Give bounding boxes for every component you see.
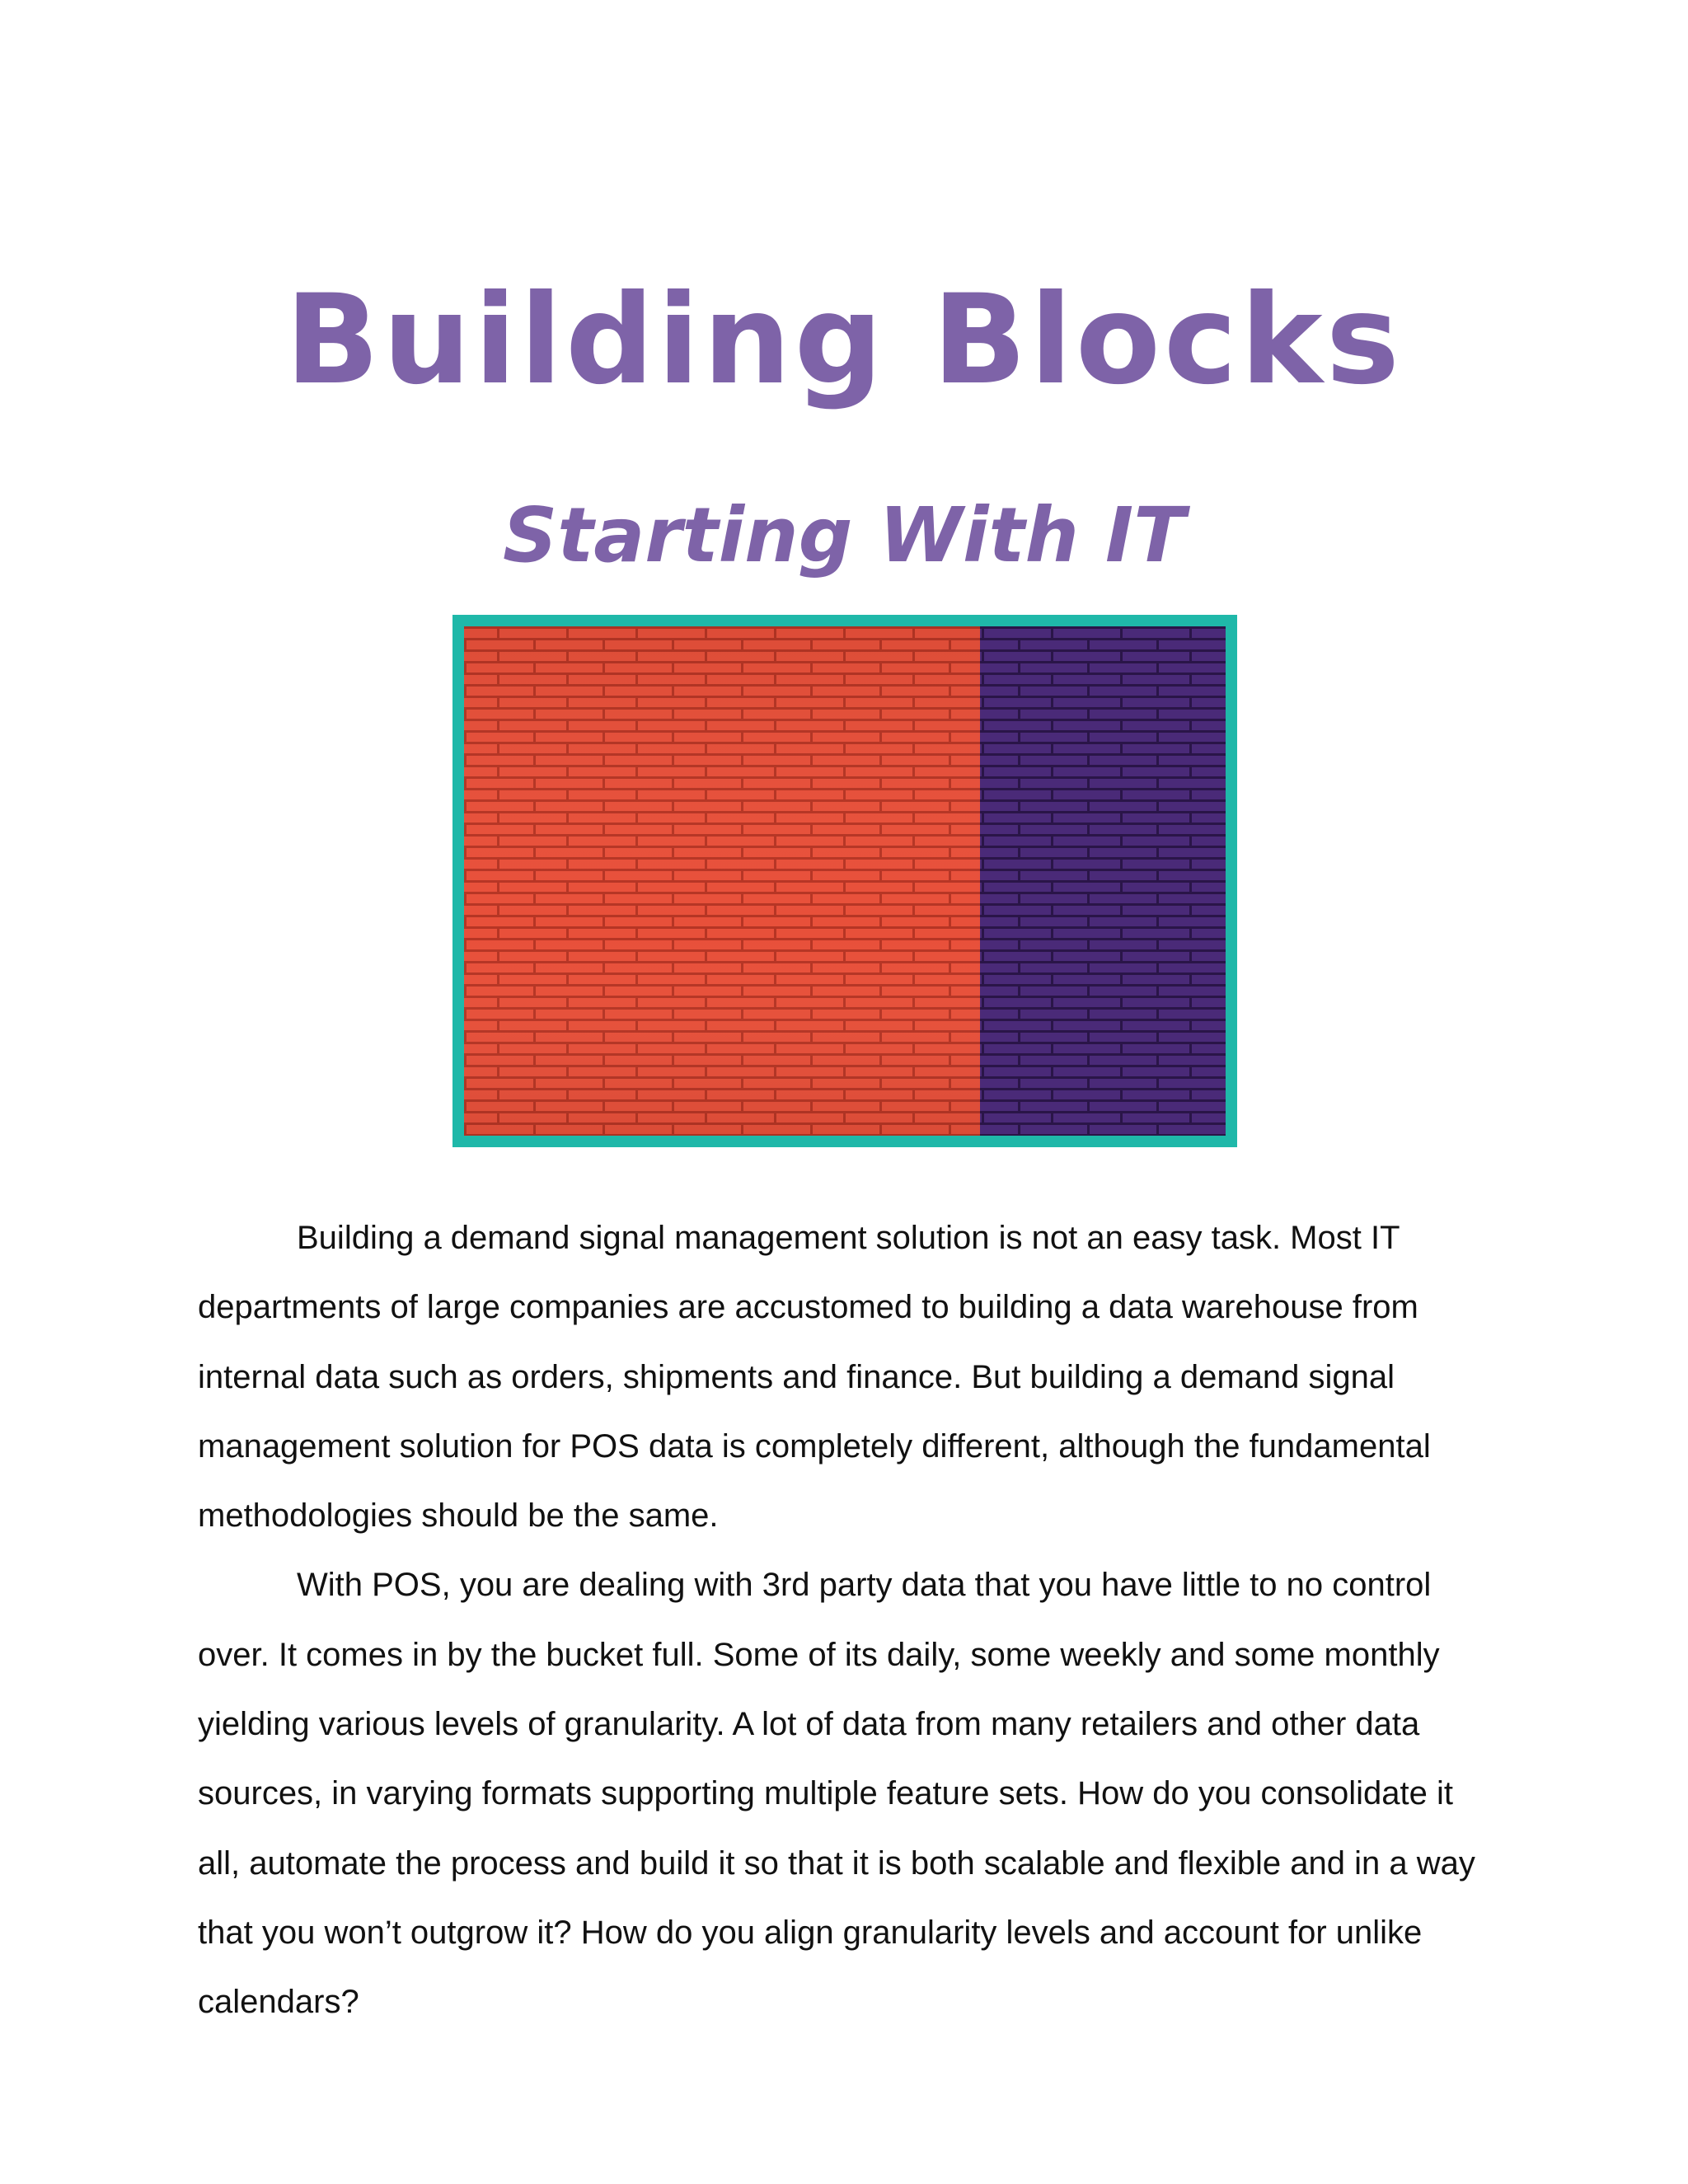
brick-wall-photo	[464, 626, 1226, 1136]
page-subtitle: Starting With IT	[502, 491, 1186, 579]
paragraph: Building a demand signal management solution is not an easy task. Most IT departments of large companies are accustomed to building a data warehouse from internal data such as orders, shipments and finance. But building a demand signal management solution for POS data is completely different, although the fundamental methodologies should be the same.	[198, 1220, 1431, 1535]
article-body	[198, 1203, 1492, 2037]
page-title: Building Blocks	[285, 269, 1403, 412]
purple-wall-section	[980, 626, 1226, 1136]
photo-frame	[452, 615, 1237, 1147]
paragraph: With POS, you are dealing with 3rd party data that you have little to no control over. It comes in by the bucket full. Some of its daily, some weekly and some monthly yielding various levels of granularity. A lot of data from many retailers and other data sources, in varying formats supporting multiple feature sets. How do you consolidate it all, automate the process and build it so that it is both scalable and flexible and in a way that you won’t outgrow it? How do you align granularity levels and account for unlike calendars?	[198, 1567, 1475, 2021]
